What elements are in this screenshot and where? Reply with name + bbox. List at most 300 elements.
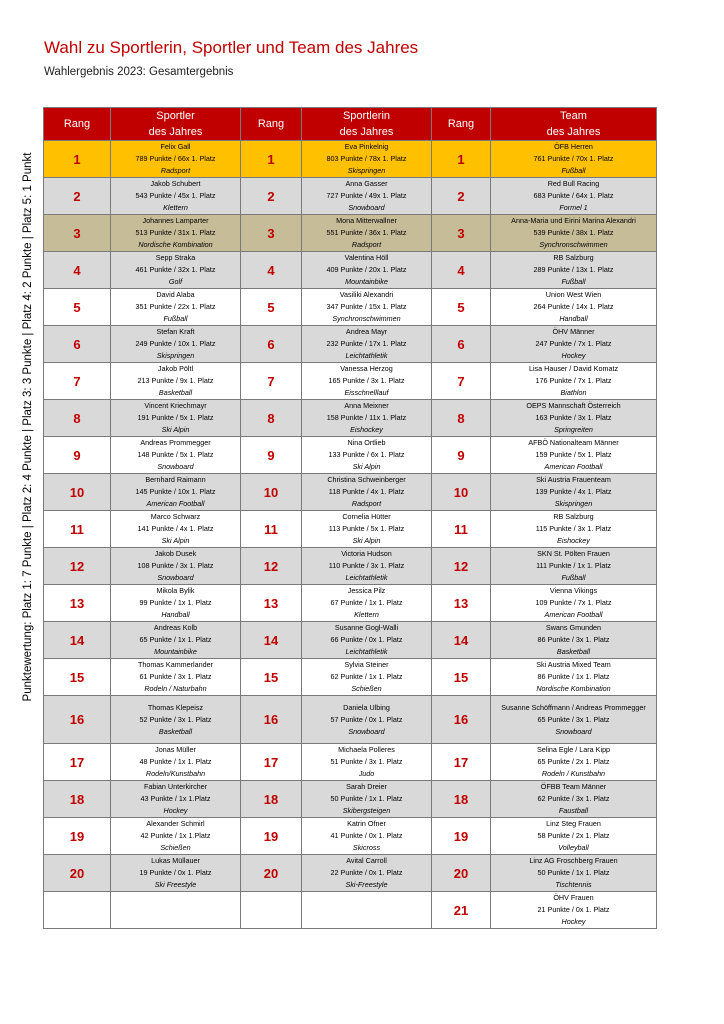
sportler-rank: [44, 892, 111, 929]
entry-points: 289 Punkte / 13x 1. Platz: [533, 265, 614, 274]
entry-name: Lukas Müllauer: [151, 856, 200, 865]
header-team-line2: des Jahres: [546, 126, 601, 138]
sportlerin-rank: 12: [241, 548, 302, 585]
entry-sport: Ski-Freestyle: [345, 880, 388, 889]
entry-sport: Leichtathletik: [345, 351, 388, 360]
entry-sport: Basketball: [158, 388, 193, 397]
entry-name: Nina Ortlieb: [347, 438, 386, 447]
sportlerin-entry: [302, 892, 432, 929]
team-entry: [491, 363, 657, 400]
sportler-rank: 3: [44, 215, 111, 252]
entry-sport: Volleyball: [558, 843, 589, 852]
team-rank: 9: [432, 437, 491, 474]
entry-sport: Synchronschwimmen: [539, 240, 608, 249]
entry-points: 65 Punkte / 3x 1. Platz: [537, 714, 610, 724]
team-rank: 8: [432, 400, 491, 437]
sportlerin-entry: [302, 326, 432, 363]
entry-points: 213 Punkte / 9x 1. Platz: [137, 376, 214, 385]
sportler-entry: [111, 818, 241, 855]
sportler-rank: 17: [44, 744, 111, 781]
entry-sport: Rodeln / Naturbahn: [144, 684, 207, 693]
entry-name: Jessica Pilz: [347, 586, 386, 595]
entry-points: 110 Punkte / 3x 1. Platz: [328, 561, 405, 570]
entry-sport: Skispringen: [347, 166, 386, 175]
sportlerin-entry: [302, 622, 432, 659]
entry-points: 176 Punkte / 7x 1. Platz: [535, 376, 612, 385]
team-rank: 6: [432, 326, 491, 363]
entry-name: Ski Austria Mixed Team: [536, 660, 611, 669]
sportler-entry: [111, 744, 241, 781]
sportlerin-entry: [302, 781, 432, 818]
entry-points: 58 Punkte / 2x 1. Platz: [537, 831, 610, 840]
team-rank: 1: [432, 141, 491, 178]
table-row: [44, 855, 657, 892]
entry-sport: Snowboard: [157, 573, 194, 582]
team-entry: [491, 141, 657, 178]
entry-name: Bernhard Raimann: [145, 475, 206, 484]
entry-name: AFBÖ Nationalteam Männer: [528, 438, 619, 447]
entry-points: 513 Punkte / 31x 1. Platz: [135, 228, 216, 237]
entry-name: Thomas Klepeisz: [147, 702, 204, 712]
team-entry: [491, 178, 657, 215]
entry-points: 65 Punkte / 2x 1. Platz: [537, 757, 610, 766]
team-entry: [491, 696, 657, 744]
sportlerin-entry: [302, 855, 432, 892]
entry-sport: Fußball: [561, 573, 586, 582]
entry-points: 50 Punkte / 1x 1. Platz: [330, 794, 403, 803]
team-entry: [491, 400, 657, 437]
sportler-rank: 14: [44, 622, 111, 659]
sportlerin-rank: 9: [241, 437, 302, 474]
entry-name: Ski Austria Frauenteam: [536, 475, 611, 484]
entry-sport: Hockey: [163, 806, 188, 815]
entry-points: 761 Punkte / 70x 1. Platz: [533, 154, 614, 163]
team-rank: 10: [432, 474, 491, 511]
entry-name: Linz AG Froschberg Frauen: [529, 856, 618, 865]
entry-sport: Leichtathletik: [345, 647, 388, 656]
entry-sport: Eisschnelllauf: [344, 388, 389, 397]
sportlerin-rank: 2: [241, 178, 302, 215]
entry-sport: Nordische Kombination: [536, 684, 611, 693]
team-rank: 17: [432, 744, 491, 781]
entry-sport: Schießen: [351, 684, 382, 693]
entry-sport: Mountainbike: [154, 647, 197, 656]
entry-name: Vasiliki Alexandri: [339, 290, 394, 299]
sportlerin-rank: 11: [241, 511, 302, 548]
entry-name: Alexander Schmirl: [146, 819, 205, 828]
entry-name: Christina Schweinberger: [327, 475, 406, 484]
entry-sport: Ski Alpin: [352, 462, 381, 471]
entry-points: 351 Punkte / 22x 1. Platz: [135, 302, 216, 311]
entry-sport: Eishockey: [557, 536, 590, 545]
header-rang-team: Rang: [432, 108, 491, 141]
entry-sport: Fußball: [163, 314, 188, 323]
entry-sport: Skispringen: [156, 351, 195, 360]
entry-points: 159 Punkte / 5x 1. Platz: [535, 450, 612, 459]
header-row: [44, 108, 657, 141]
header-rang-sportler: Rang: [44, 108, 111, 141]
entry-name: SKN St. Pölten Frauen: [537, 549, 610, 558]
sportlerin-entry: [302, 289, 432, 326]
team-rank: 14: [432, 622, 491, 659]
entry-sport: Schießen: [160, 843, 191, 852]
sportlerin-rank: 15: [241, 659, 302, 696]
entry-points: 86 Punkte / 1x 1. Platz: [537, 672, 610, 681]
entry-sport: Snowboard: [555, 726, 592, 736]
entry-sport: Radsport: [160, 166, 191, 175]
sportlerin-rank: 4: [241, 252, 302, 289]
sportlerin-entry: [302, 474, 432, 511]
sportler-entry: [111, 696, 241, 744]
entry-name: Mikola Bylik: [156, 586, 195, 595]
entry-sport: Basketball: [158, 726, 193, 736]
table-row: [44, 818, 657, 855]
sportlerin-rank: [241, 892, 302, 929]
entry-name: ÖFB Herren: [554, 142, 593, 151]
table-row: [44, 400, 657, 437]
sportlerin-rank: 10: [241, 474, 302, 511]
sportlerin-entry: [302, 437, 432, 474]
entry-sport: Ski Alpin: [161, 536, 190, 545]
sportler-entry: [111, 585, 241, 622]
table-row: [44, 289, 657, 326]
entry-name: David Alaba: [156, 290, 195, 299]
entry-name: Susanne Schöffmann / Andreas Prommegger: [501, 702, 646, 712]
sportler-rank: 9: [44, 437, 111, 474]
entry-points: 62 Punkte / 3x 1. Platz: [537, 794, 610, 803]
table-row: [44, 659, 657, 696]
sportlerin-entry: [302, 818, 432, 855]
header-sportler: [111, 108, 241, 141]
team-rank: 13: [432, 585, 491, 622]
entry-name: RB Salzburg: [553, 512, 594, 521]
team-rank: 12: [432, 548, 491, 585]
entry-sport: Radsport: [351, 240, 382, 249]
entry-sport: Biathlon: [560, 388, 587, 397]
entry-name: Vanessa Herzog: [340, 364, 393, 373]
sportler-entry: [111, 141, 241, 178]
entry-points: 22 Punkte / 0x 1. Platz: [330, 868, 403, 877]
sportlerin-entry: [302, 548, 432, 585]
entry-sport: Formel 1: [559, 203, 588, 212]
sportlerin-entry: [302, 659, 432, 696]
sportlerin-rank: 20: [241, 855, 302, 892]
team-entry: [491, 659, 657, 696]
entry-points: 145 Punkte / 10x 1. Platz: [135, 487, 216, 496]
entry-name: OEPS Mannschaft Österreich: [526, 401, 621, 410]
entry-name: RB Salzburg: [553, 253, 594, 262]
entry-name: Union West Wien: [545, 290, 602, 299]
team-rank: 18: [432, 781, 491, 818]
side-note-container: [16, 152, 40, 702]
entry-points: 99 Punkte / 1x 1. Platz: [139, 598, 212, 607]
entry-name: Jakob Dusek: [154, 549, 197, 558]
entry-points: 163 Punkte / 3x 1. Platz: [535, 413, 612, 422]
table-row: [44, 326, 657, 363]
entry-points: 41 Punkte / 0x 1. Platz: [330, 831, 403, 840]
sportlerin-rank: 16: [241, 696, 302, 744]
sportlerin-entry: [302, 363, 432, 400]
sportler-rank: 4: [44, 252, 111, 289]
sportler-entry: [111, 474, 241, 511]
table-row: [44, 744, 657, 781]
entry-sport: Ski Alpin: [161, 425, 190, 434]
entry-points: 148 Punkte / 5x 1. Platz: [137, 450, 214, 459]
entry-sport: Fußball: [561, 277, 586, 286]
team-rank: 3: [432, 215, 491, 252]
entry-sport: Ski Alpin: [352, 536, 381, 545]
sportler-entry: [111, 855, 241, 892]
team-entry: [491, 892, 657, 929]
entry-name: Thomas Kammerlander: [137, 660, 214, 669]
entry-points: 111 Punkte / 1x 1. Platz: [536, 561, 611, 570]
entry-points: 61 Punkte / 3x 1. Platz: [139, 672, 212, 681]
table-row: [44, 622, 657, 659]
sportlerin-rank: 8: [241, 400, 302, 437]
entry-sport: Skibergsteigen: [342, 806, 391, 815]
table-row: [44, 892, 657, 929]
entry-sport: Eishockey: [350, 425, 383, 434]
team-rank: 21: [432, 892, 491, 929]
sportler-entry: [111, 326, 241, 363]
sportler-entry: [111, 781, 241, 818]
team-entry: [491, 289, 657, 326]
sportlerin-rank: 5: [241, 289, 302, 326]
sportler-entry: [111, 892, 241, 929]
entry-sport: Faustball: [558, 806, 589, 815]
team-rank: 19: [432, 818, 491, 855]
entry-sport: Skispringen: [554, 499, 593, 508]
entry-sport: American Football: [146, 499, 205, 508]
entry-sport: Klettern: [163, 203, 188, 212]
sportler-entry: [111, 289, 241, 326]
sportlerin-entry: [302, 511, 432, 548]
entry-points: 52 Punkte / 3x 1. Platz: [139, 714, 212, 724]
entry-sport: American Football: [544, 462, 603, 471]
sportler-entry: [111, 215, 241, 252]
entry-name: Vienna Vikings: [549, 586, 598, 595]
entry-points: 43 Punkte / 1x 1.Platz: [140, 794, 211, 803]
entry-name: Sarah Dreier: [346, 782, 387, 791]
entry-sport: American Football: [544, 610, 603, 619]
entry-points: 57 Punkte / 0x 1. Platz: [330, 714, 403, 724]
entry-points: 42 Punkte / 1x 1.Platz: [140, 831, 211, 840]
entry-name: Stefan Kraft: [156, 327, 195, 336]
team-entry: [491, 855, 657, 892]
sportlerin-entry: [302, 744, 432, 781]
entry-points: 191 Punkte / 5x 1. Platz: [137, 413, 214, 422]
sportlerin-rank: 17: [241, 744, 302, 781]
entry-name: Red Bull Racing: [547, 179, 600, 188]
entry-points: 249 Punkte / 10x 1. Platz: [135, 339, 216, 348]
team-rank: 16: [432, 696, 491, 744]
sportlerin-rank: 6: [241, 326, 302, 363]
entry-points: 48 Punkte / 1x 1. Platz: [139, 757, 212, 766]
entry-sport: Rodeln/Kunstbahn: [145, 769, 206, 778]
table-row: [44, 215, 657, 252]
entry-points: 543 Punkte / 45x 1. Platz: [135, 191, 216, 200]
sportler-entry: [111, 437, 241, 474]
entry-points: 113 Punkte / 5x 1. Platz: [328, 524, 405, 533]
entry-sport: Nordische Kombination: [138, 240, 213, 249]
entry-points: 108 Punkte / 3x 1. Platz: [137, 561, 214, 570]
entry-name: Eva Pinkelnig: [344, 142, 389, 151]
entry-points: 50 Punkte / 1x 1. Platz: [537, 868, 610, 877]
entry-name: Johannes Lamparter: [142, 216, 209, 225]
sportler-rank: 18: [44, 781, 111, 818]
sportlerin-entry: [302, 252, 432, 289]
sportler-rank: 15: [44, 659, 111, 696]
entry-name: Michaela Polleres: [338, 745, 395, 754]
entry-sport: Snowboard: [157, 462, 194, 471]
entry-name: Cornelia Hütter: [342, 512, 391, 521]
sportler-rank: 10: [44, 474, 111, 511]
sportlerin-rank: 19: [241, 818, 302, 855]
entry-name: Valentina Höll: [344, 253, 389, 262]
sportler-rank: 2: [44, 178, 111, 215]
entry-points: 158 Punkte / 11x 1. Platz: [326, 413, 407, 422]
entry-points: 165 Punkte / 3x 1. Platz: [328, 376, 405, 385]
team-entry: [491, 437, 657, 474]
entry-points: 118 Punkte / 4x 1. Platz: [328, 487, 405, 496]
entry-points: 62 Punkte / 1x 1. Platz: [330, 672, 403, 681]
team-entry: [491, 252, 657, 289]
entry-name: Sepp Straka: [155, 253, 196, 262]
entry-points: 461 Punkte / 32x 1. Platz: [135, 265, 216, 274]
team-entry: [491, 548, 657, 585]
entry-sport: Radsport: [351, 499, 382, 508]
entry-points: 727 Punkte / 49x 1. Platz: [326, 191, 407, 200]
sportlerin-rank: 1: [241, 141, 302, 178]
header-team: [491, 108, 657, 141]
team-entry: [491, 781, 657, 818]
entry-name: ÖFBB Team Männer: [540, 782, 607, 791]
entry-points: 21 Punkte / 0x 1. Platz: [537, 905, 610, 914]
entry-name: Vincent Kriechmayr: [144, 401, 207, 410]
sportlerin-entry: [302, 400, 432, 437]
team-rank: 5: [432, 289, 491, 326]
entry-points: 683 Punkte / 64x 1. Platz: [533, 191, 614, 200]
header-sportlerin: [302, 108, 432, 141]
team-rank: 11: [432, 511, 491, 548]
entry-points: 66 Punkte / 0x 1. Platz: [330, 635, 403, 644]
entry-name: ÖHV Männer: [552, 327, 595, 336]
entry-points: 232 Punkte / 17x 1. Platz: [326, 339, 407, 348]
entry-points: 51 Punkte / 3x 1. Platz: [330, 757, 403, 766]
entry-points: 65 Punkte / 1x 1. Platz: [139, 635, 212, 644]
entry-points: 247 Punkte / 7x 1. Platz: [535, 339, 612, 348]
entry-name: Felix Gall: [160, 142, 191, 151]
table-row: [44, 781, 657, 818]
entry-name: Jakob Pöltl: [157, 364, 194, 373]
sportlerin-entry: [302, 141, 432, 178]
header-sportler-line2: des Jahres: [148, 126, 203, 138]
entry-points: 139 Punkte / 4x 1. Platz: [535, 487, 612, 496]
entry-sport: Leichtathletik: [345, 573, 388, 582]
team-entry: [491, 326, 657, 363]
entry-points: 789 Punkte / 66x 1. Platz: [135, 154, 216, 163]
sportlerin-rank: 14: [241, 622, 302, 659]
entry-name: Anna-Maria und Eirini Marina Alexandri: [511, 216, 636, 225]
sportlerin-entry: [302, 696, 432, 744]
entry-sport: Mountainbike: [345, 277, 388, 286]
entry-points: 347 Punkte / 15x 1. Platz: [326, 302, 407, 311]
entry-name: Jakob Schubert: [150, 179, 201, 188]
sportlerin-entry: [302, 178, 432, 215]
team-entry: [491, 215, 657, 252]
entry-name: Avital Carroll: [346, 856, 387, 865]
table-row: [44, 141, 657, 178]
entry-points: 803 Punkte / 78x 1. Platz: [326, 154, 407, 163]
entry-name: Sylvia Steiner: [344, 660, 389, 669]
table-row: [44, 363, 657, 400]
team-entry: [491, 511, 657, 548]
entry-name: Marco Schwarz: [150, 512, 201, 521]
entry-name: Fabian Unterkircher: [143, 782, 208, 791]
results-table: [43, 107, 657, 929]
entry-name: Victoria Hudson: [341, 549, 392, 558]
table-row: [44, 437, 657, 474]
sportler-rank: 13: [44, 585, 111, 622]
sportler-rank: 1: [44, 141, 111, 178]
sportler-entry: [111, 178, 241, 215]
entry-name: Jonas Müller: [155, 745, 196, 754]
sportler-entry: [111, 548, 241, 585]
table-row: [44, 696, 657, 744]
entry-name: Andreas Kolb: [153, 623, 198, 632]
team-rank: 15: [432, 659, 491, 696]
sportler-entry: [111, 659, 241, 696]
entry-points: 409 Punkte / 20x 1. Platz: [326, 265, 407, 274]
entry-sport: Hockey: [561, 917, 586, 926]
table-row: [44, 252, 657, 289]
entry-name: Katrin Ofner: [347, 819, 386, 828]
entry-sport: Hockey: [561, 351, 586, 360]
sportler-entry: [111, 252, 241, 289]
team-rank: 7: [432, 363, 491, 400]
entry-sport: Klettern: [354, 610, 379, 619]
entry-sport: Fußball: [561, 166, 586, 175]
entry-name: Daniela Ulbing: [343, 702, 390, 712]
team-entry: [491, 818, 657, 855]
sportlerin-rank: 13: [241, 585, 302, 622]
entry-sport: Snowboard: [348, 726, 385, 736]
team-entry: [491, 585, 657, 622]
entry-name: Anna Meixner: [344, 401, 389, 410]
entry-points: 539 Punkte / 38x 1. Platz: [533, 228, 614, 237]
sportlerin-entry: [302, 215, 432, 252]
entry-points: 67 Punkte / 1x 1. Platz: [330, 598, 403, 607]
entry-points: 86 Punkte / 3x 1. Platz: [537, 635, 610, 644]
table-row: [44, 474, 657, 511]
entry-sport: Snowboard: [348, 203, 385, 212]
entry-name: Andreas Prommegger: [140, 438, 211, 447]
entry-points: 264 Punkte / 14x 1. Platz: [533, 302, 614, 311]
team-entry: [491, 744, 657, 781]
entry-points: 141 Punkte / 4x 1. Platz: [137, 524, 214, 533]
entry-points: 551 Punkte / 36x 1. Platz: [326, 228, 407, 237]
entry-sport: Rodeln / Kunstbahn: [541, 769, 606, 778]
header-team-line1: Team: [560, 110, 587, 122]
entry-sport: Basketball: [556, 647, 591, 656]
entry-name: Swans Gmunden: [545, 623, 602, 632]
entry-sport: Tischtennis: [555, 880, 592, 889]
team-rank: 20: [432, 855, 491, 892]
entry-sport: Judo: [358, 769, 375, 778]
sportler-rank: 11: [44, 511, 111, 548]
entry-name: ÖHV Frauen: [553, 893, 594, 902]
sportler-rank: 16: [44, 696, 111, 744]
